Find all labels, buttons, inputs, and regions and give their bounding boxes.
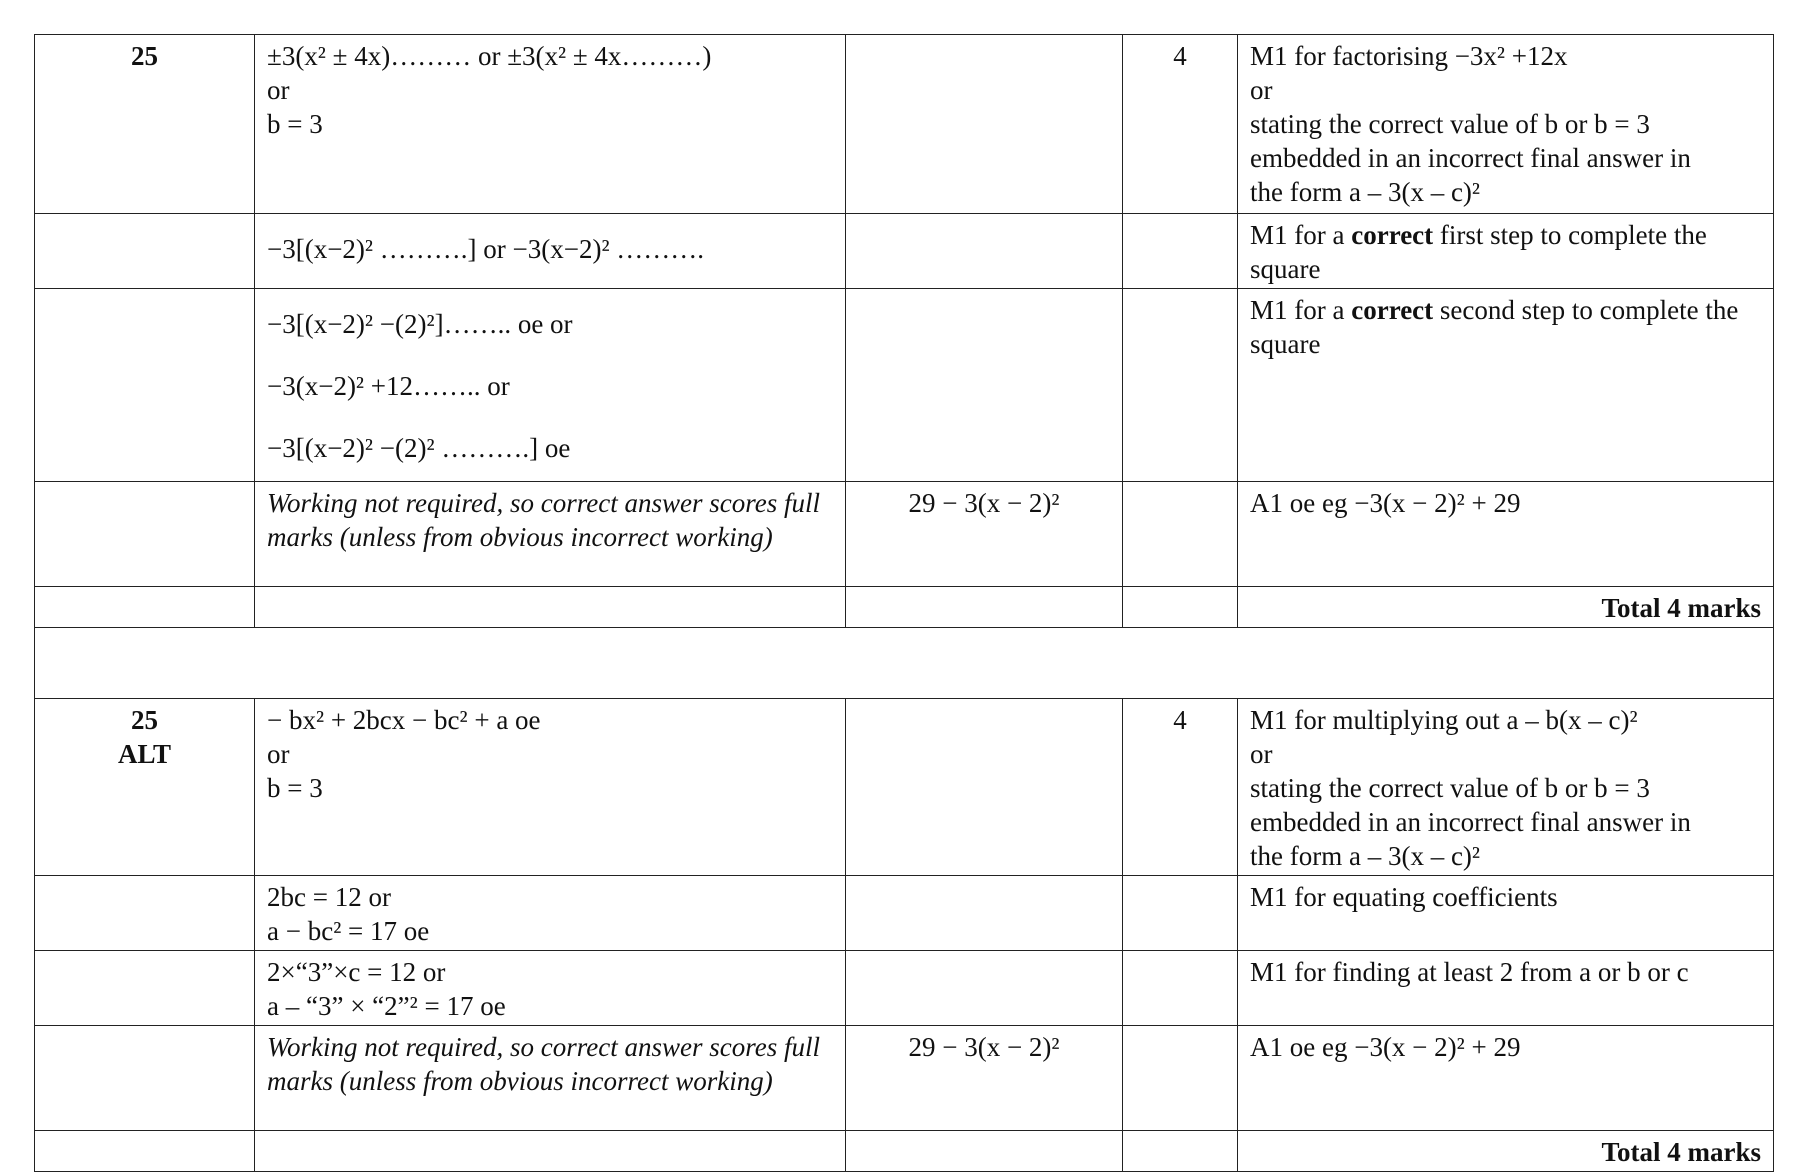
question-number xyxy=(35,214,255,289)
working-line: a – “3” × “2”² = 17 oe xyxy=(267,991,506,1021)
note-line: embedded in an incorrect final answer in xyxy=(1250,807,1691,837)
marks-cell: 4 xyxy=(1123,35,1238,214)
table-row xyxy=(35,1131,1774,1172)
table-row xyxy=(35,587,1774,628)
note-line: the form a – 3(x – c)² xyxy=(1250,177,1481,207)
working-cell xyxy=(255,35,846,214)
working-cell xyxy=(255,699,846,876)
working-cell xyxy=(255,587,846,628)
marks-cell xyxy=(1123,482,1238,587)
question-sub: ALT xyxy=(117,739,172,769)
answer-cell xyxy=(846,876,1123,951)
notes-cell: M1 for a correct second step to complete the square xyxy=(1238,289,1774,482)
notes-cell: M1 for a correct first step to complete the square xyxy=(1238,214,1774,289)
mark-scheme-table xyxy=(34,34,1774,1172)
answer-cell xyxy=(846,289,1123,482)
total-marks: Total 4 marks xyxy=(1238,1131,1774,1172)
table-row xyxy=(35,699,1774,876)
table-row xyxy=(35,1026,1774,1131)
marks-cell xyxy=(1123,1026,1238,1131)
answer-cell xyxy=(846,214,1123,289)
marks-cell xyxy=(1123,1131,1238,1172)
working-line: ±3(x² ± 4x)……… or ±3(x² ± 4x………) xyxy=(267,41,712,71)
marks-cell xyxy=(1123,876,1238,951)
question-number xyxy=(35,1131,255,1172)
note-line: or xyxy=(1250,739,1273,769)
question-number xyxy=(35,289,255,482)
notes-cell: M1 for equating coefficients xyxy=(1238,876,1774,951)
table-row xyxy=(35,214,1774,289)
note-line: or xyxy=(1250,75,1273,105)
separator-cell xyxy=(35,628,1774,699)
working-line: 2bc = 12 or xyxy=(267,882,391,912)
question-number xyxy=(35,876,255,951)
note-line: M1 for multiplying out a – b(x – c)² xyxy=(1250,705,1638,735)
working-line: −3[(x−2)² −(2)²]…….. oe or xyxy=(267,309,573,339)
notes-cell: A1 oe eg −3(x − 2)² + 29 xyxy=(1238,1026,1774,1131)
marks-cell: 4 xyxy=(1123,699,1238,876)
notes-cell xyxy=(1238,699,1774,876)
marks-cell xyxy=(1123,587,1238,628)
note-line: the form a – 3(x – c)² xyxy=(1250,841,1481,871)
emphasis: correct xyxy=(1351,220,1434,250)
answer-cell xyxy=(846,951,1123,1026)
note-line: M1 for factorising −3x² +12x xyxy=(1250,41,1568,71)
table-row xyxy=(35,876,1774,951)
marks-cell xyxy=(1123,951,1238,1026)
working-line: −3(x−2)² +12…….. or xyxy=(267,371,510,401)
notes-cell: M1 for finding at least 2 from a or b or c xyxy=(1238,951,1774,1026)
table-row xyxy=(35,951,1774,1026)
working-cell: Working not required, so correct answer scores full marks (unless from obvious incorrect working) xyxy=(255,1026,846,1131)
answer-cell xyxy=(846,699,1123,876)
working-line: −3[(x−2)² ……….] or −3(x−2)² ………. xyxy=(267,234,705,264)
marks-cell xyxy=(1123,214,1238,289)
working-cell xyxy=(255,876,846,951)
working-cell xyxy=(255,951,846,1026)
note-line: embedded in an incorrect final answer in xyxy=(1250,143,1691,173)
question-number: 25 ALT xyxy=(35,699,255,876)
total-marks: Total 4 marks xyxy=(1238,587,1774,628)
answer-cell: 29 − 3(x − 2)² xyxy=(846,482,1123,587)
working-line: b = 3 xyxy=(267,109,323,139)
question-number xyxy=(35,482,255,587)
answer-cell xyxy=(846,587,1123,628)
question-number xyxy=(35,1026,255,1131)
working-line: − bx² + 2bcx − bc² + a oe xyxy=(267,705,541,735)
working-line: 2×“3”×c = 12 or xyxy=(267,957,446,987)
working-line: or xyxy=(267,739,290,769)
note-line: stating the correct value of b or b = 3 xyxy=(1250,773,1650,803)
working-line: a − bc² = 17 oe xyxy=(267,916,430,946)
working-line: −3[(x−2)² −(2)² ……….] oe xyxy=(267,433,571,463)
separator-row xyxy=(35,628,1774,699)
working-cell: Working not required, so correct answer scores full marks (unless from obvious incorrect working) xyxy=(255,482,846,587)
table-row xyxy=(35,289,1774,482)
working-cell xyxy=(255,1131,846,1172)
emphasis: correct xyxy=(1351,295,1434,325)
question-number: 25 xyxy=(35,35,255,214)
question-number xyxy=(35,587,255,628)
table-row xyxy=(35,35,1774,214)
answer-cell xyxy=(846,35,1123,214)
marks-cell xyxy=(1123,289,1238,482)
notes-cell xyxy=(1238,35,1774,214)
working-cell xyxy=(255,214,846,289)
question-number xyxy=(35,951,255,1026)
working-line: b = 3 xyxy=(267,773,323,803)
table-row xyxy=(35,482,1774,587)
note-line: stating the correct value of b or b = 3 xyxy=(1250,109,1650,139)
mark-scheme-sheet xyxy=(34,34,1773,1172)
answer-cell xyxy=(846,1131,1123,1172)
working-cell xyxy=(255,289,846,482)
notes-cell: A1 oe eg −3(x − 2)² + 29 xyxy=(1238,482,1774,587)
working-line: or xyxy=(267,75,290,105)
answer-cell: 29 − 3(x − 2)² xyxy=(846,1026,1123,1131)
